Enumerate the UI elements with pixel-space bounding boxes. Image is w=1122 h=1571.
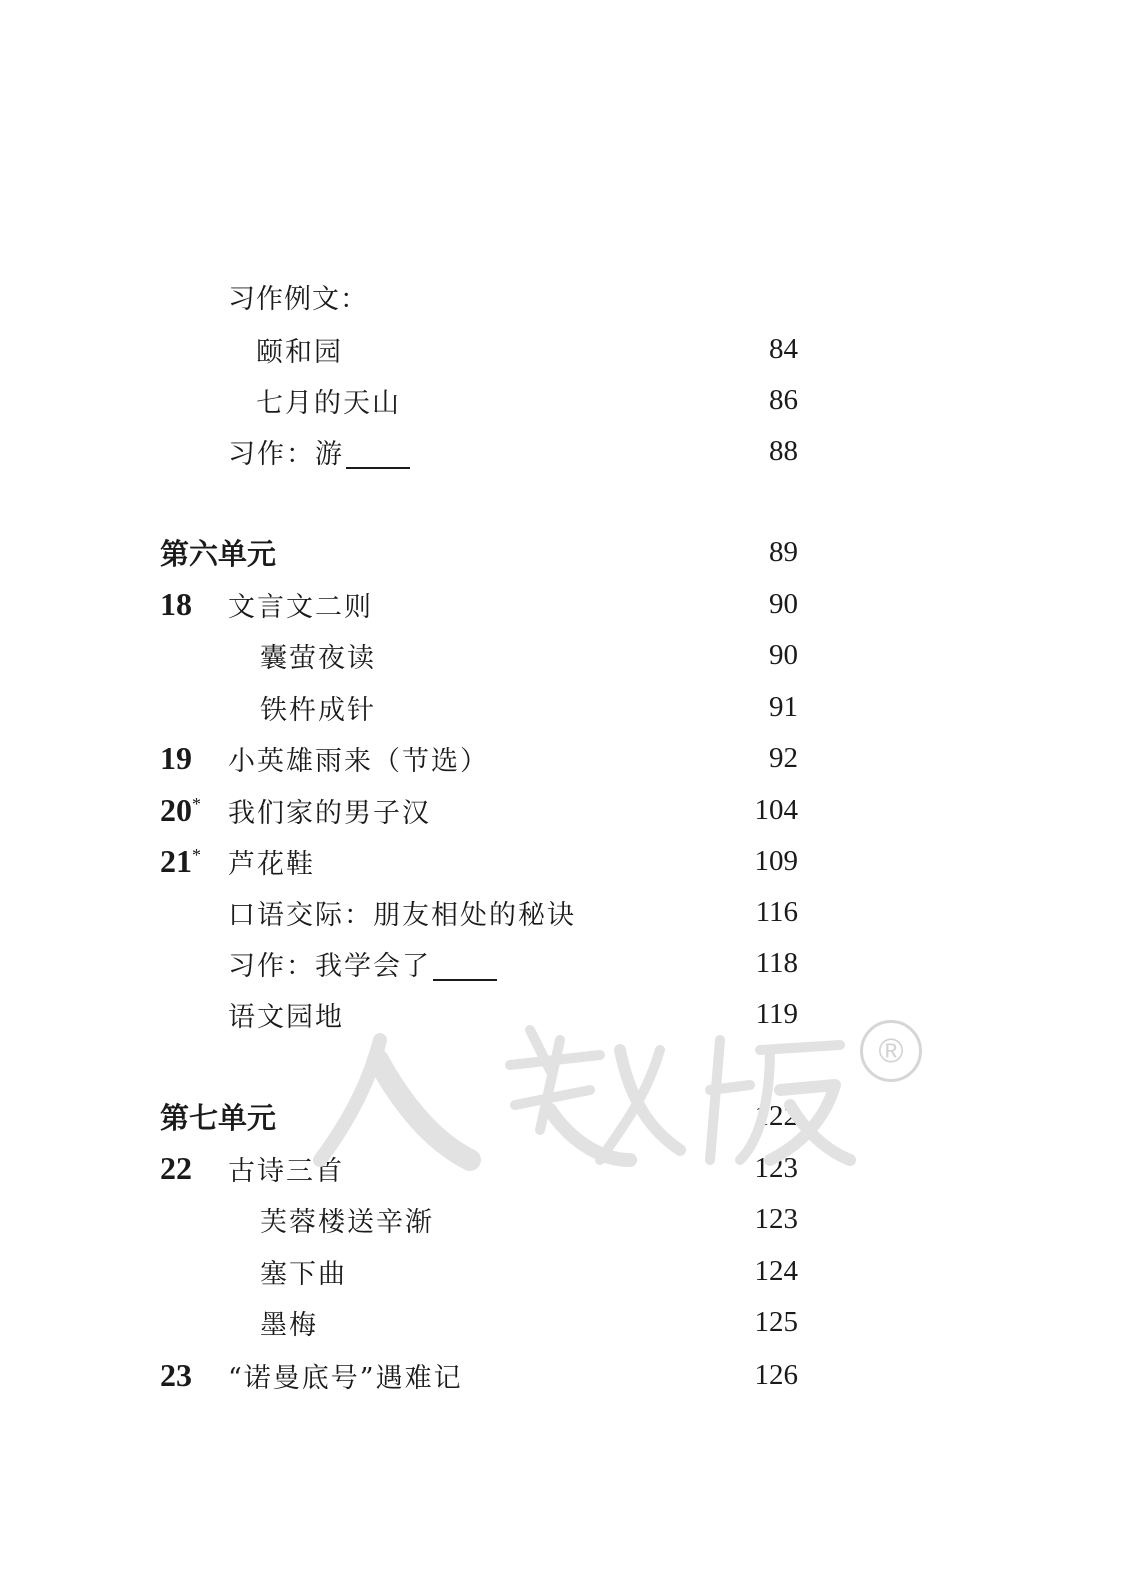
entry-title-text: 铁杵成针 <box>260 694 376 726</box>
entry-title-text: 我们家的男子汉 <box>228 797 431 829</box>
toc-entry <box>160 1302 798 1342</box>
page-number: 125 <box>754 1305 798 1338</box>
toc-entry <box>160 380 798 420</box>
page-number: 90 <box>769 587 798 620</box>
entry-title-text: 习作：我学会了 <box>228 950 431 982</box>
toc-entry <box>160 635 798 675</box>
lesson-number: 18 <box>160 586 192 622</box>
toc-entry <box>160 892 798 932</box>
page-number: 122 <box>754 1099 798 1132</box>
lesson-number: 23 <box>160 1357 192 1393</box>
lesson-number: 19 <box>160 740 192 776</box>
optional-lesson-star: * <box>192 845 201 865</box>
toc-entry <box>160 329 798 369</box>
entry-title <box>228 585 373 624</box>
fill-in-blank-line <box>433 978 497 981</box>
entry-title <box>256 381 401 420</box>
dot-leader <box>382 687 762 727</box>
dot-leader <box>582 892 750 932</box>
entry-title-text: 文言文二则 <box>228 591 373 623</box>
optional-lesson-star: * <box>192 794 201 814</box>
entry-title <box>260 636 376 675</box>
entry-title <box>228 893 576 932</box>
toc-entry <box>160 532 798 572</box>
entry-title-text: 第七单元 <box>160 1100 277 1135</box>
registered-trademark-icon: ® <box>860 1020 922 1082</box>
page-number: 88 <box>769 434 798 467</box>
page-number: 92 <box>769 741 798 774</box>
entry-title <box>228 842 315 881</box>
dot-leader <box>440 1199 749 1239</box>
entry-title-text: 习作：游 <box>228 438 344 470</box>
entry-title <box>228 944 497 983</box>
entry-title-text: 口语交际：朋友相处的秘诀 <box>228 899 576 931</box>
page-number: 123 <box>754 1151 798 1184</box>
dot-leader <box>495 738 762 778</box>
page-number: 109 <box>754 844 798 877</box>
entry-title <box>228 995 344 1034</box>
page-number: 119 <box>755 997 798 1030</box>
lesson-number <box>160 790 201 830</box>
dot-leader <box>353 1251 749 1291</box>
entry-title <box>228 1149 344 1188</box>
page-number: 118 <box>755 946 798 979</box>
page-number: 91 <box>769 690 798 723</box>
dot-leader <box>324 1302 749 1342</box>
page-number: 89 <box>769 535 798 568</box>
entry-title <box>228 432 410 471</box>
dot-leader <box>503 943 750 983</box>
unit-title <box>160 1096 276 1137</box>
page-number: 104 <box>754 793 798 826</box>
entry-title-text: “诺曼底号”遇难记 <box>228 1362 463 1394</box>
unit-title <box>160 532 276 573</box>
toc-entry <box>160 431 798 471</box>
entry-title-text: 颐和园 <box>256 336 343 368</box>
entry-title-text: 语文园地 <box>228 1001 344 1033</box>
dot-leader <box>437 790 749 830</box>
dot-leader <box>416 431 762 471</box>
entry-title <box>260 1200 434 1239</box>
dot-leader <box>350 994 750 1034</box>
toc-entry <box>160 994 798 1034</box>
page-number: 116 <box>755 895 798 928</box>
toc-entry <box>160 1199 798 1239</box>
dot-leader <box>282 532 762 572</box>
lesson-number-text: 21 <box>160 843 192 879</box>
entry-title-text: 塞下曲 <box>260 1258 347 1290</box>
toc-entry <box>160 1355 798 1395</box>
entry-title-text: 小英雄雨来（节选） <box>228 745 489 777</box>
entry-title <box>260 1303 318 1342</box>
entry-title <box>260 1252 347 1291</box>
fill-in-blank-line <box>346 466 410 469</box>
toc-entry <box>160 943 798 983</box>
dot-leader <box>282 1096 748 1136</box>
entry-title <box>228 277 368 316</box>
entry-title-text: 芦花鞋 <box>228 848 315 880</box>
toc-entry <box>160 276 798 316</box>
page-number: 124 <box>754 1254 798 1287</box>
lesson-number: 22 <box>160 1150 192 1186</box>
dot-leader <box>350 1148 749 1188</box>
toc-entry <box>160 841 798 881</box>
page-number: 90 <box>769 638 798 671</box>
page-number: 123 <box>754 1202 798 1235</box>
entry-title <box>228 739 489 778</box>
dot-leader <box>407 380 762 420</box>
entry-title-text: 囊萤夜读 <box>260 642 376 674</box>
entry-title-text: 古诗三首 <box>228 1155 344 1187</box>
entry-title <box>228 791 431 830</box>
dot-leader <box>321 841 749 881</box>
dot-leader <box>379 584 762 624</box>
toc-entry <box>160 1148 798 1188</box>
toc-entry <box>160 687 798 727</box>
toc-entry <box>160 1251 798 1291</box>
dot-leader <box>349 329 762 369</box>
toc-entry <box>160 1096 798 1136</box>
entry-title <box>260 688 376 727</box>
page-number: 86 <box>769 383 798 416</box>
toc-entry <box>160 790 798 830</box>
lesson-number-text: 20 <box>160 792 192 828</box>
toc-entry <box>160 584 798 624</box>
entry-title <box>256 330 343 369</box>
page-number: 84 <box>769 332 798 365</box>
entry-title <box>228 1356 463 1395</box>
entry-title-text: 第六单元 <box>160 536 277 571</box>
dot-leader <box>382 635 762 675</box>
entry-title-text: 七月的天山 <box>256 387 401 419</box>
entry-title-text: 芙蓉楼送辛渐 <box>260 1206 434 1238</box>
toc-entry <box>160 738 798 778</box>
lesson-number <box>160 841 201 881</box>
dot-leader <box>469 1355 749 1395</box>
page-number: 126 <box>754 1358 798 1391</box>
entry-title-text: 习作例文： <box>228 283 368 315</box>
entry-title-text: 墨梅 <box>260 1309 318 1341</box>
